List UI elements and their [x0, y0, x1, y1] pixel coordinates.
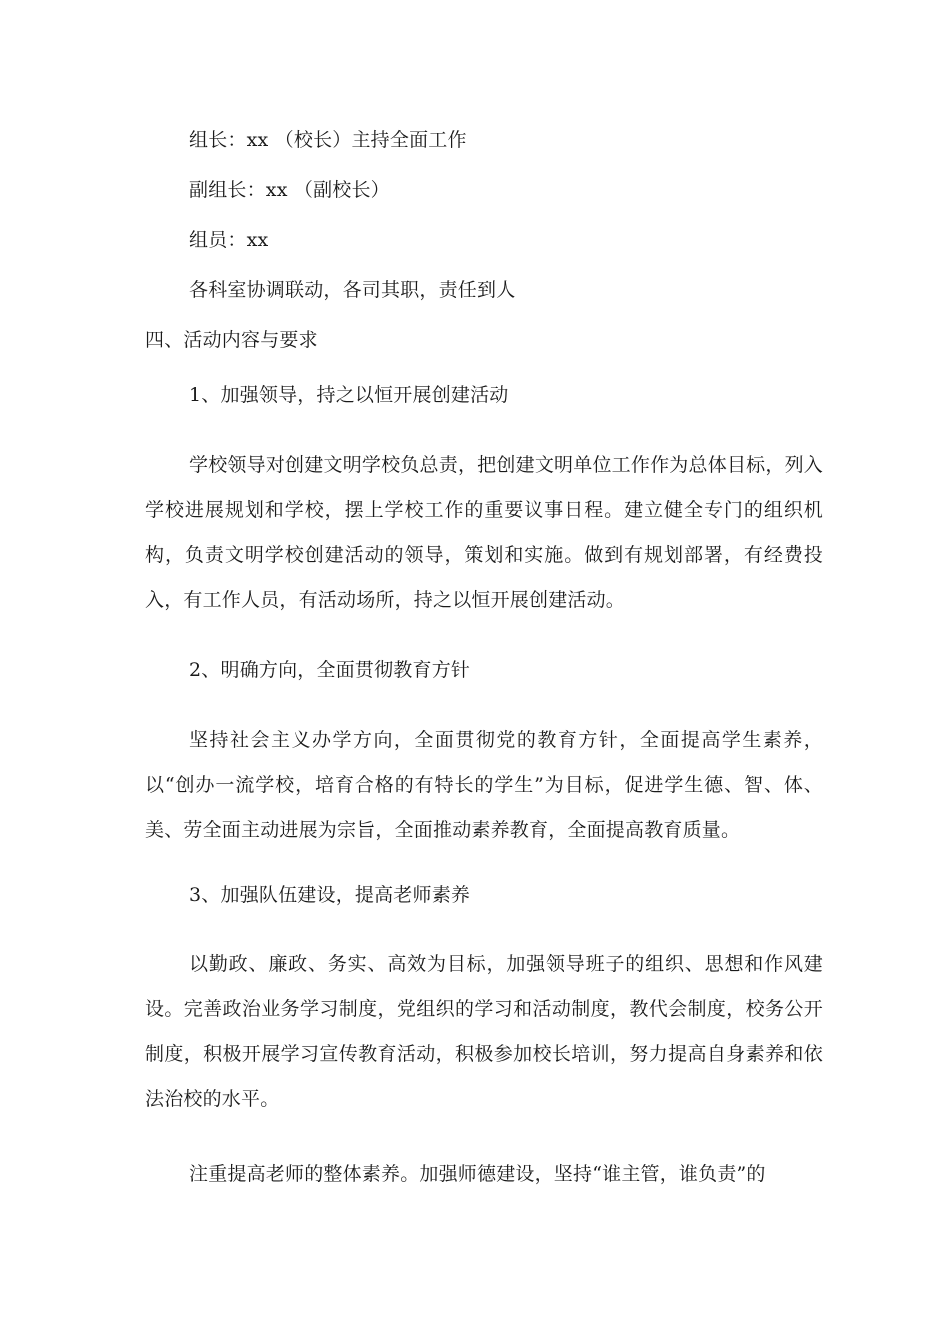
item-heading-3: 3、加强队伍建设，提高老师素养 — [189, 884, 471, 906]
item-heading-1: 1、加强领导，持之以恒开展创建活动 — [189, 384, 509, 406]
item-paragraph-1: 学校领导对创建文明学校负总责，把创建文明单位工作作为总体目标，列入学校进展规划和学校，摆上学校工作的重要议事日程。建立健全专门的组织机构，负责文明学校创建活动的领导，策划和实施。做到有规划部署，有经费投入，有工作人员，有活动场所，持之以恒开展创建活动。 — [145, 454, 823, 611]
item-paragraph-2: 坚持社会主义办学方向，全面贯彻党的教育方针，全面提高学生素养，以“创办一流学校，培育合格的有特长的学生”为目标，促进学生德、智、体、美、劳全面主动进展为宗旨，全面推动素养教育，全面提高教育质量。 — [145, 729, 823, 841]
team-leader-line: 组长：xx （校长）主持全面工作 — [189, 129, 467, 151]
item-paragraph-4: 注重提高老师的整体素养。加强师德建设，坚持“谁主管，谁负责”的 — [189, 1163, 766, 1185]
item-paragraph-3: 以勤政、廉政、务实、高效为目标，加强领导班子的组织、思想和作风建设。完善政治业务学习制度，党组织的学习和活动制度，教代会制度，校务公开制度，积极开展学习宣传教育活动，积极参加校长培训，努力提高自身素养和依法治校的水平。 — [145, 953, 823, 1110]
team-members-line: 组员：xx — [189, 229, 269, 251]
deputy-leader-line: 副组长：xx （副校长） — [189, 179, 390, 201]
item-heading-2: 2、明确方向，全面贯彻教育方针 — [189, 659, 471, 681]
coordination-line: 各科室协调联动，各司其职，责任到人 — [189, 279, 516, 301]
section-heading: 四、活动内容与要求 — [145, 329, 318, 351]
